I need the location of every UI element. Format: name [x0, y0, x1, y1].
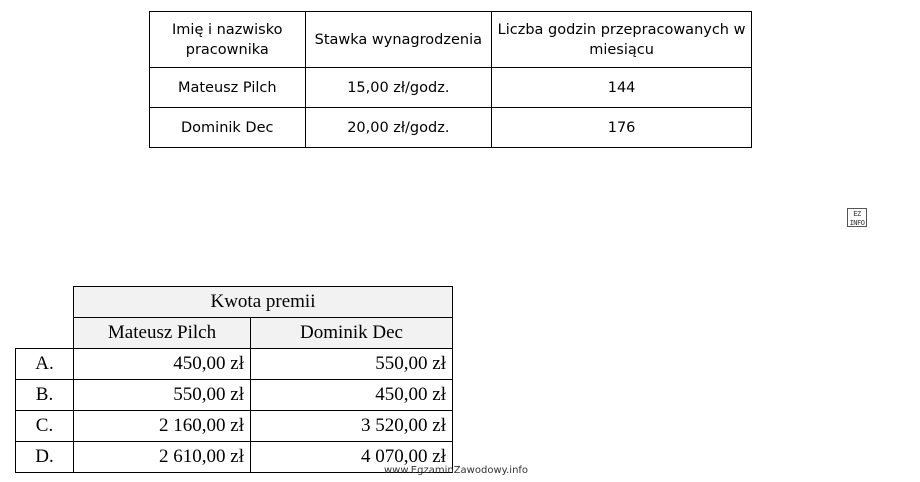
- empty-corner: [16, 287, 74, 318]
- table-row: [150, 108, 752, 148]
- employee-name: Mateusz Pilch: [150, 68, 306, 108]
- ez-info-logo: EZ INFO: [847, 208, 867, 227]
- bonus-mateusz: 450,00 zł: [74, 349, 251, 380]
- answer-label: C.: [16, 411, 74, 442]
- bonus-dominik: 4 070,00 zł: [251, 442, 453, 473]
- empty-corner: [16, 318, 74, 349]
- hours-worked: 176: [492, 108, 752, 148]
- answers-table: [15, 286, 453, 473]
- header-employee-name: Imię i nazwisko pracownika: [150, 12, 306, 68]
- bonus-dominik: 450,00 zł: [251, 380, 453, 411]
- answer-label: B.: [16, 380, 74, 411]
- wage-table-header-row: [150, 12, 752, 68]
- answers-column-header-row: [16, 318, 453, 349]
- header-hours-worked: Liczba godzin przepracowanych w miesiącu: [492, 12, 752, 68]
- answer-label: A.: [16, 349, 74, 380]
- bonus-mateusz: 2 160,00 zł: [74, 411, 251, 442]
- answer-row-c: [16, 411, 453, 442]
- column-header-dominik: Dominik Dec: [251, 318, 453, 349]
- bonus-mateusz: 2 610,00 zł: [74, 442, 251, 473]
- wage-rate: 20,00 zł/godz.: [305, 108, 492, 148]
- answer-row-a: [16, 349, 453, 380]
- table-row: [150, 68, 752, 108]
- employee-name: Dominik Dec: [150, 108, 306, 148]
- wage-table: [149, 11, 752, 148]
- header-wage-rate: Stawka wynagrodzenia: [305, 12, 492, 68]
- bonus-dominik: 550,00 zł: [251, 349, 453, 380]
- answers-group-header-row: [16, 287, 453, 318]
- answer-label: D.: [16, 442, 74, 473]
- watermark: www.EgzaminZawodowy.info: [384, 465, 529, 476]
- bonus-amount-header: Kwota premii: [74, 287, 453, 318]
- answer-row-b: [16, 380, 453, 411]
- hours-worked: 144: [492, 68, 752, 108]
- column-header-mateusz: Mateusz Pilch: [74, 318, 251, 349]
- bonus-dominik: 3 520,00 zł: [251, 411, 453, 442]
- wage-rate: 15,00 zł/godz.: [305, 68, 492, 108]
- bonus-mateusz: 550,00 zł: [74, 380, 251, 411]
